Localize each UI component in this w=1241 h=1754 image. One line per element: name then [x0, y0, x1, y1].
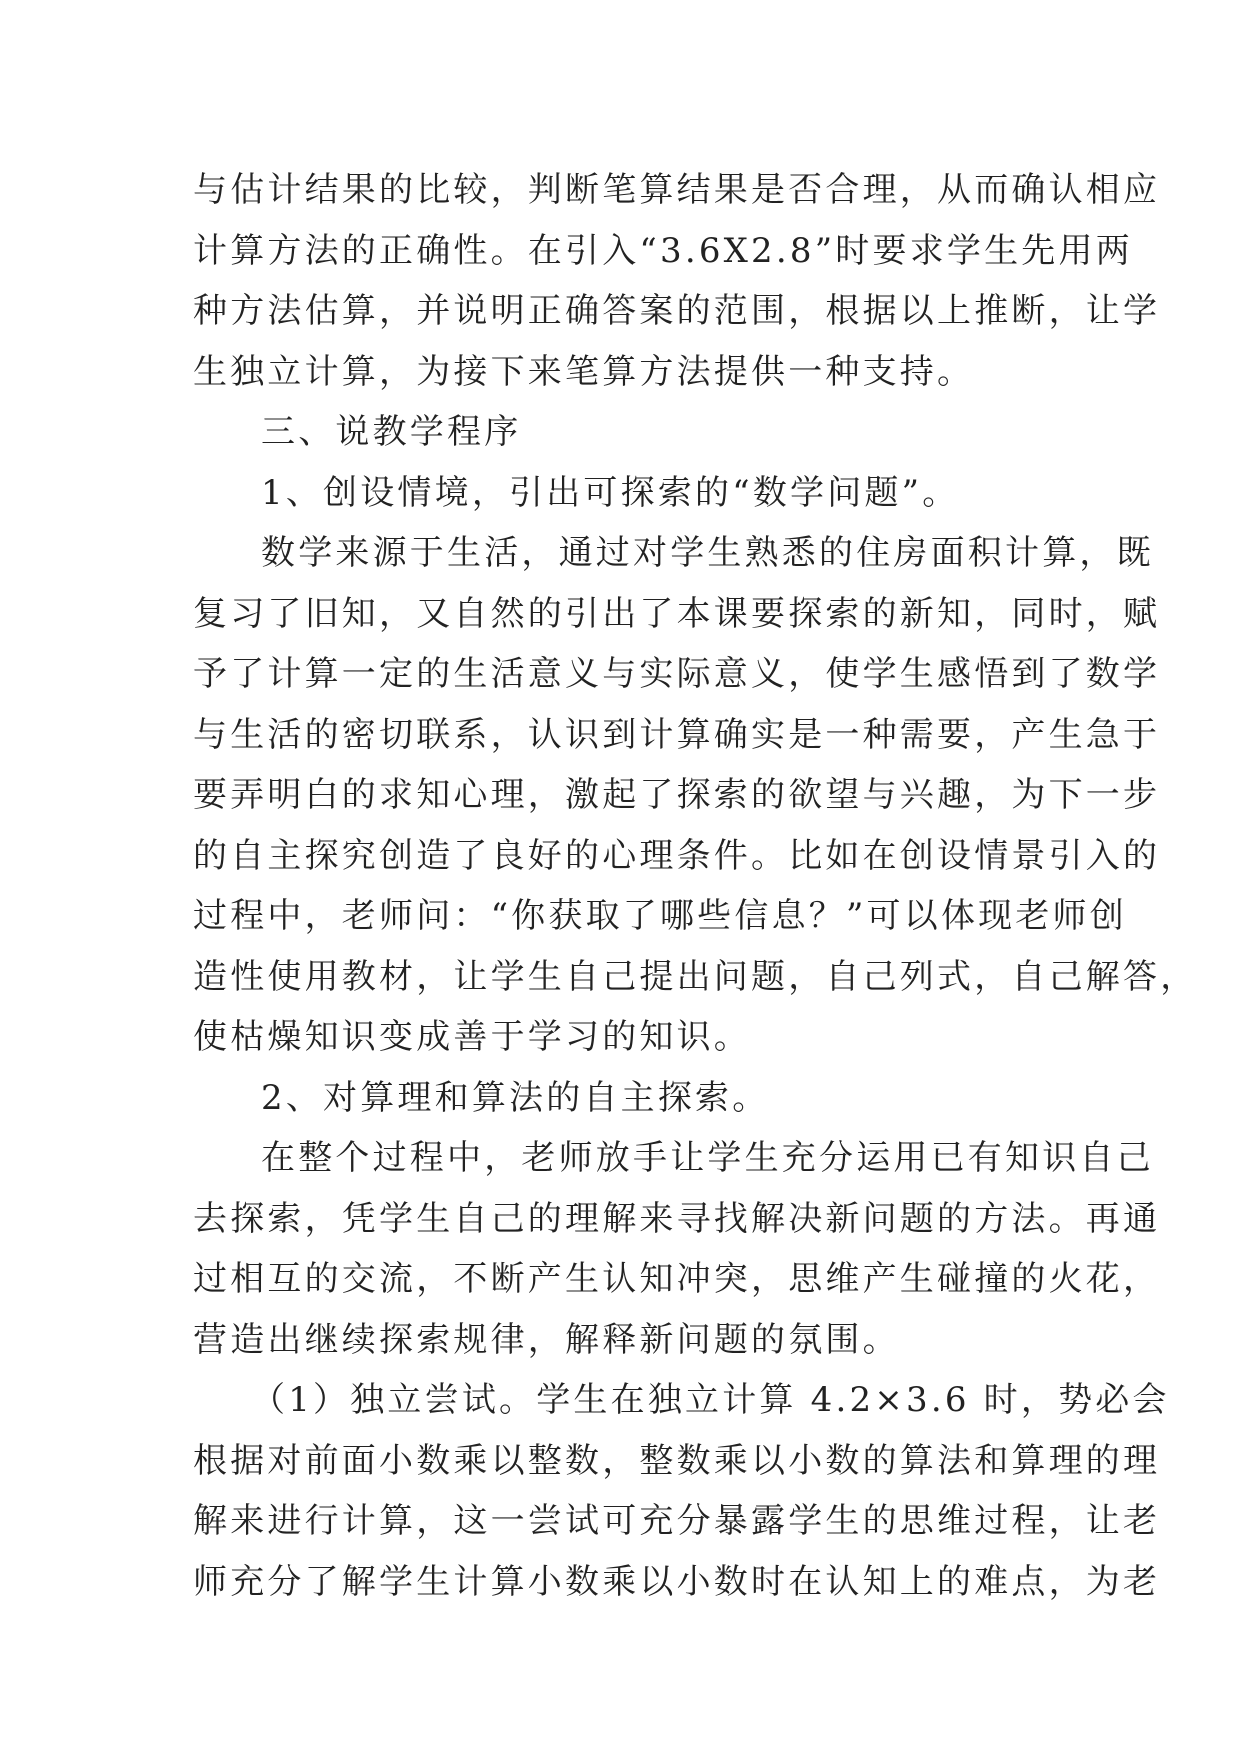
text-line: 数学来源于生活，通过对学生熟悉的住房面积计算，既	[261, 533, 1154, 573]
subsection-heading: 2、对算理和算法的自主探索。	[261, 1077, 770, 1118]
text-line: （1）独立尝试。学生在独立计算 4.2×3.6 时，势必会	[251, 1380, 1170, 1420]
text-line: 予了计算一定的生活意义与实际意义，使学生感悟到了数学	[193, 654, 1161, 694]
text-line: 生独立计算，为接下来笔算方法提供一种支持。	[193, 351, 975, 392]
text-line: 解来进行计算，这一尝试可充分暴露学生的思维过程，让老	[193, 1501, 1161, 1541]
section-heading: 三、说教学程序	[261, 412, 522, 452]
text-line: 营造出继续探索规律，解释新问题的氛围。	[193, 1319, 900, 1360]
document-body	[193, 160, 1198, 1612]
text-line: 与生活的密切联系，认识到计算确实是一种需要，产生急于	[193, 714, 1161, 755]
text-line: 去探索，凭学生自己的理解来寻找解决新问题的方法。再通	[193, 1198, 1161, 1239]
text-line: 计算方法的正确性。在引入“3.6X2.8”时要求学生先用两	[193, 230, 1133, 271]
text-line: 复习了旧知，又自然的引出了本课要探索的新知，同时，赋	[193, 593, 1161, 634]
text-line: 过程中，老师问：“你获取了哪些信息？”可以体现老师创	[193, 896, 1127, 936]
text-line: 的自主探究创造了良好的心理条件。比如在创设情景引入的	[193, 835, 1161, 876]
text-line: 师充分了解学生计算小数乘以小数时在认知上的难点，为老	[193, 1561, 1161, 1602]
text-line: 使枯燥知识变成善于学习的知识。	[193, 1017, 751, 1057]
text-line: 根据对前面小数乘以整数，整数乘以小数的算法和算理的理	[193, 1440, 1161, 1481]
text-line: 在整个过程中，老师放手让学生充分运用已有知识自己	[261, 1138, 1154, 1178]
text-line: 种方法估算，并说明正确答案的范围，根据以上推断，让学	[193, 291, 1161, 331]
text-line: 与估计结果的比较，判断笔算结果是否合理，从而确认相应	[193, 170, 1161, 210]
text-line: 过相互的交流，不断产生认知冲突，思维产生碰撞的火花，	[193, 1259, 1161, 1299]
subsection-heading: 1、创设情境，引出可探索的“数学问题”。	[261, 472, 960, 513]
text-line: 造性使用教材，让学生自己提出问题，自己列式，自己解答，	[193, 956, 1198, 997]
text-line: 要弄明白的求知心理，激起了探索的欲望与兴趣，为下一步	[193, 775, 1161, 815]
